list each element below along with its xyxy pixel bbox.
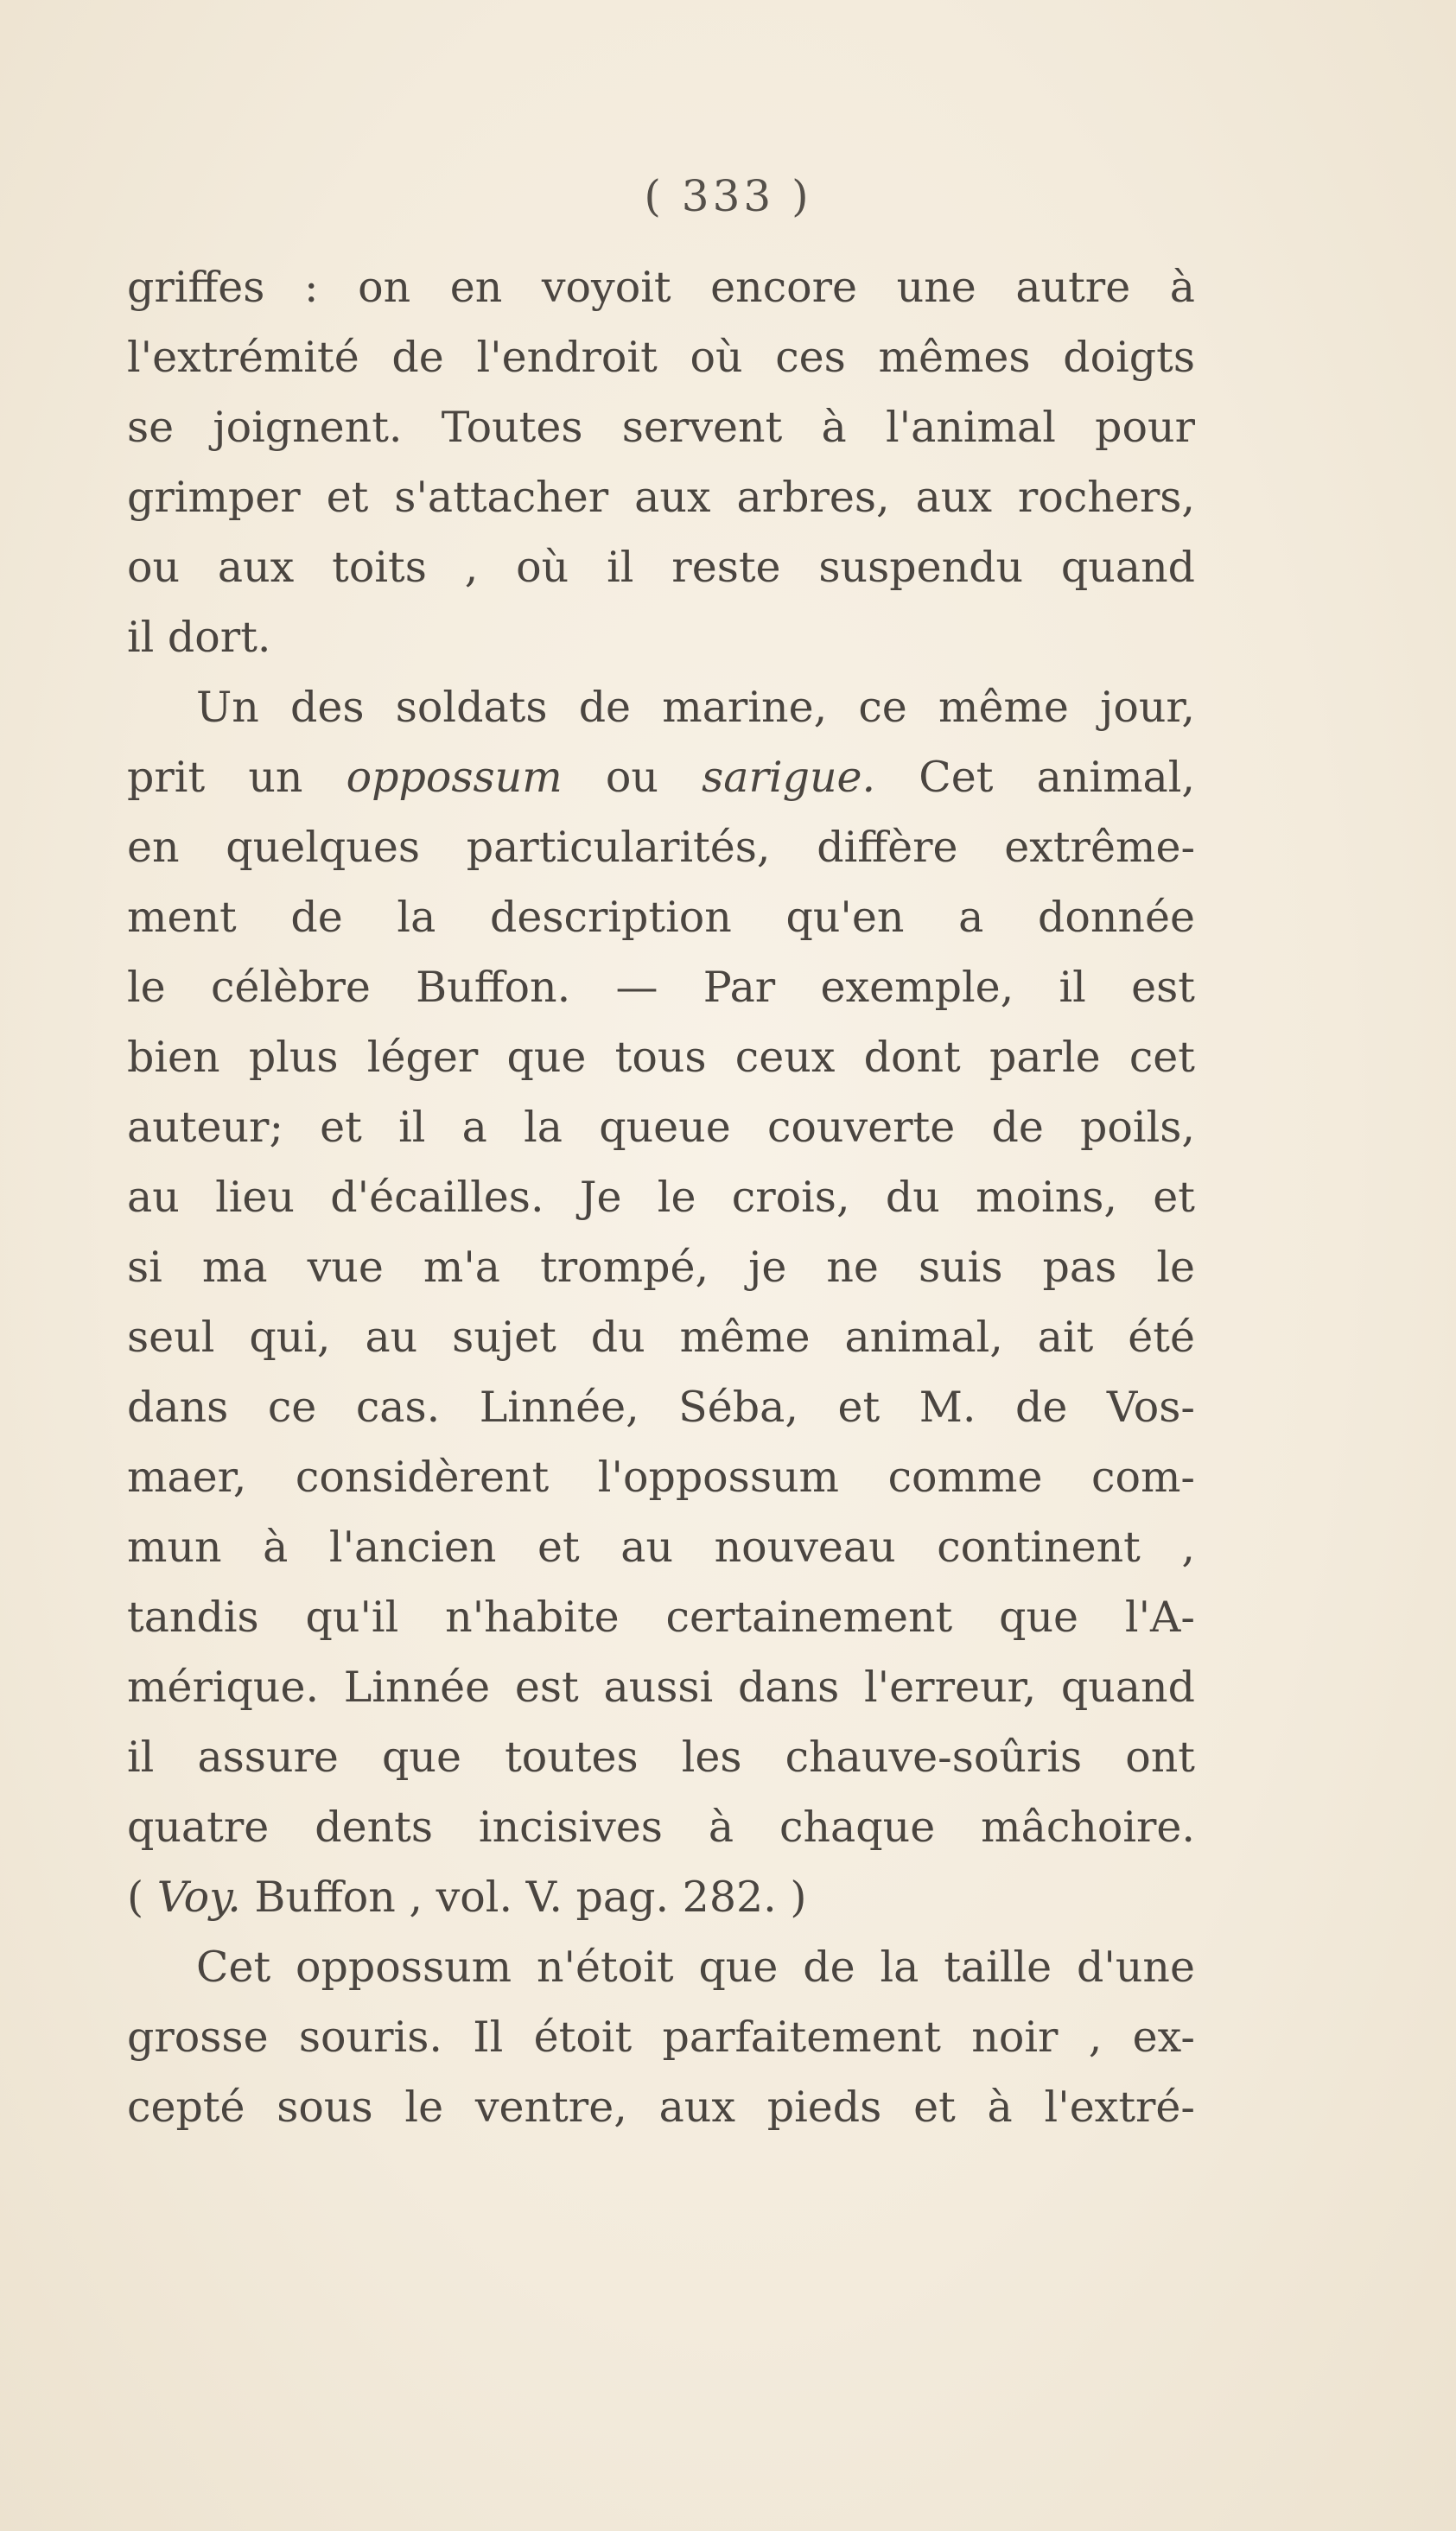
text-line: il assure que toutes les chauve-soûris ont xyxy=(127,1733,1195,1782)
text-fragment: ( xyxy=(127,1873,157,1922)
italic-term-sarigue: sarigue. xyxy=(702,753,876,802)
text-fragment: Buffon , vol. V. pag. 282. ) xyxy=(240,1873,807,1922)
text-line: bien plus léger que tous ceux dont parle cet xyxy=(127,1033,1195,1082)
text-line: ou aux toits , où il reste suspendu quand xyxy=(127,543,1195,592)
paragraph-1 xyxy=(127,252,1195,672)
text-line: Cet oppossum n'étoit que de la taille d'une xyxy=(196,1943,1195,1992)
text-line: le célèbre Buffon. — Par exemple, il est xyxy=(127,963,1195,1012)
italic-term-oppossum: oppossum xyxy=(346,753,563,802)
text-line: en quelques particularités, diffère extrême- xyxy=(127,823,1195,872)
text-line: griffes : on en voyoit encore une autre à xyxy=(127,263,1195,312)
text-fragment: Cet animal, xyxy=(875,753,1195,802)
body-text xyxy=(127,252,1195,2142)
text-fragment: prit un xyxy=(127,753,347,802)
text-line: dans ce cas. Linnée, Séba, et M. de Vos- xyxy=(127,1383,1195,1432)
text-line: il dort. xyxy=(127,613,271,662)
paragraph-3 xyxy=(127,1932,1195,2142)
text-line: se joignent. Toutes servent à l'animal pour xyxy=(127,403,1195,452)
text-line: maer, considèrent l'oppossum comme com- xyxy=(127,1453,1195,1502)
text-line: mun à l'ancien et au nouveau continent , xyxy=(127,1523,1195,1572)
italic-abbreviation: Voy. xyxy=(156,1873,241,1922)
page-number: ( 333 ) xyxy=(644,171,812,221)
text-line: auteur; et il a la queue couverte de poils, xyxy=(127,1103,1195,1152)
text-line: seul qui, au sujet du même animal, ait été xyxy=(127,1313,1195,1362)
reference-line xyxy=(127,1862,1195,1932)
text-fragment: ou xyxy=(562,753,703,802)
text-line: Un des soldats de marine, ce même jour, xyxy=(196,683,1195,732)
text-line: au lieu d'écailles. Je le crois, du moins, et xyxy=(127,1173,1195,1222)
text-line: si ma vue m'a trompé, je ne suis pas le xyxy=(127,1243,1195,1292)
text-line: ment de la description qu'en a donnée xyxy=(127,893,1195,942)
text-line: tandis qu'il n'habite certainement que l'A- xyxy=(127,1593,1195,1642)
text-line: grimper et s'attacher aux arbres, aux rochers, xyxy=(127,473,1195,522)
text-line: cepté sous le ventre, aux pieds et à l'extré- xyxy=(127,2083,1195,2132)
paragraph-2 xyxy=(127,672,1195,1932)
text-line: mérique. Linnée est aussi dans l'erreur, quand xyxy=(127,1663,1195,1712)
text-line: grosse souris. Il étoit parfaitement noir , ex- xyxy=(127,2013,1195,2062)
text-line-with-italics xyxy=(127,742,1195,812)
text-line: quatre dents incisives à chaque mâchoire. xyxy=(127,1803,1195,1852)
text-line: l'extrémité de l'endroit où ces mêmes doigts xyxy=(127,333,1195,382)
